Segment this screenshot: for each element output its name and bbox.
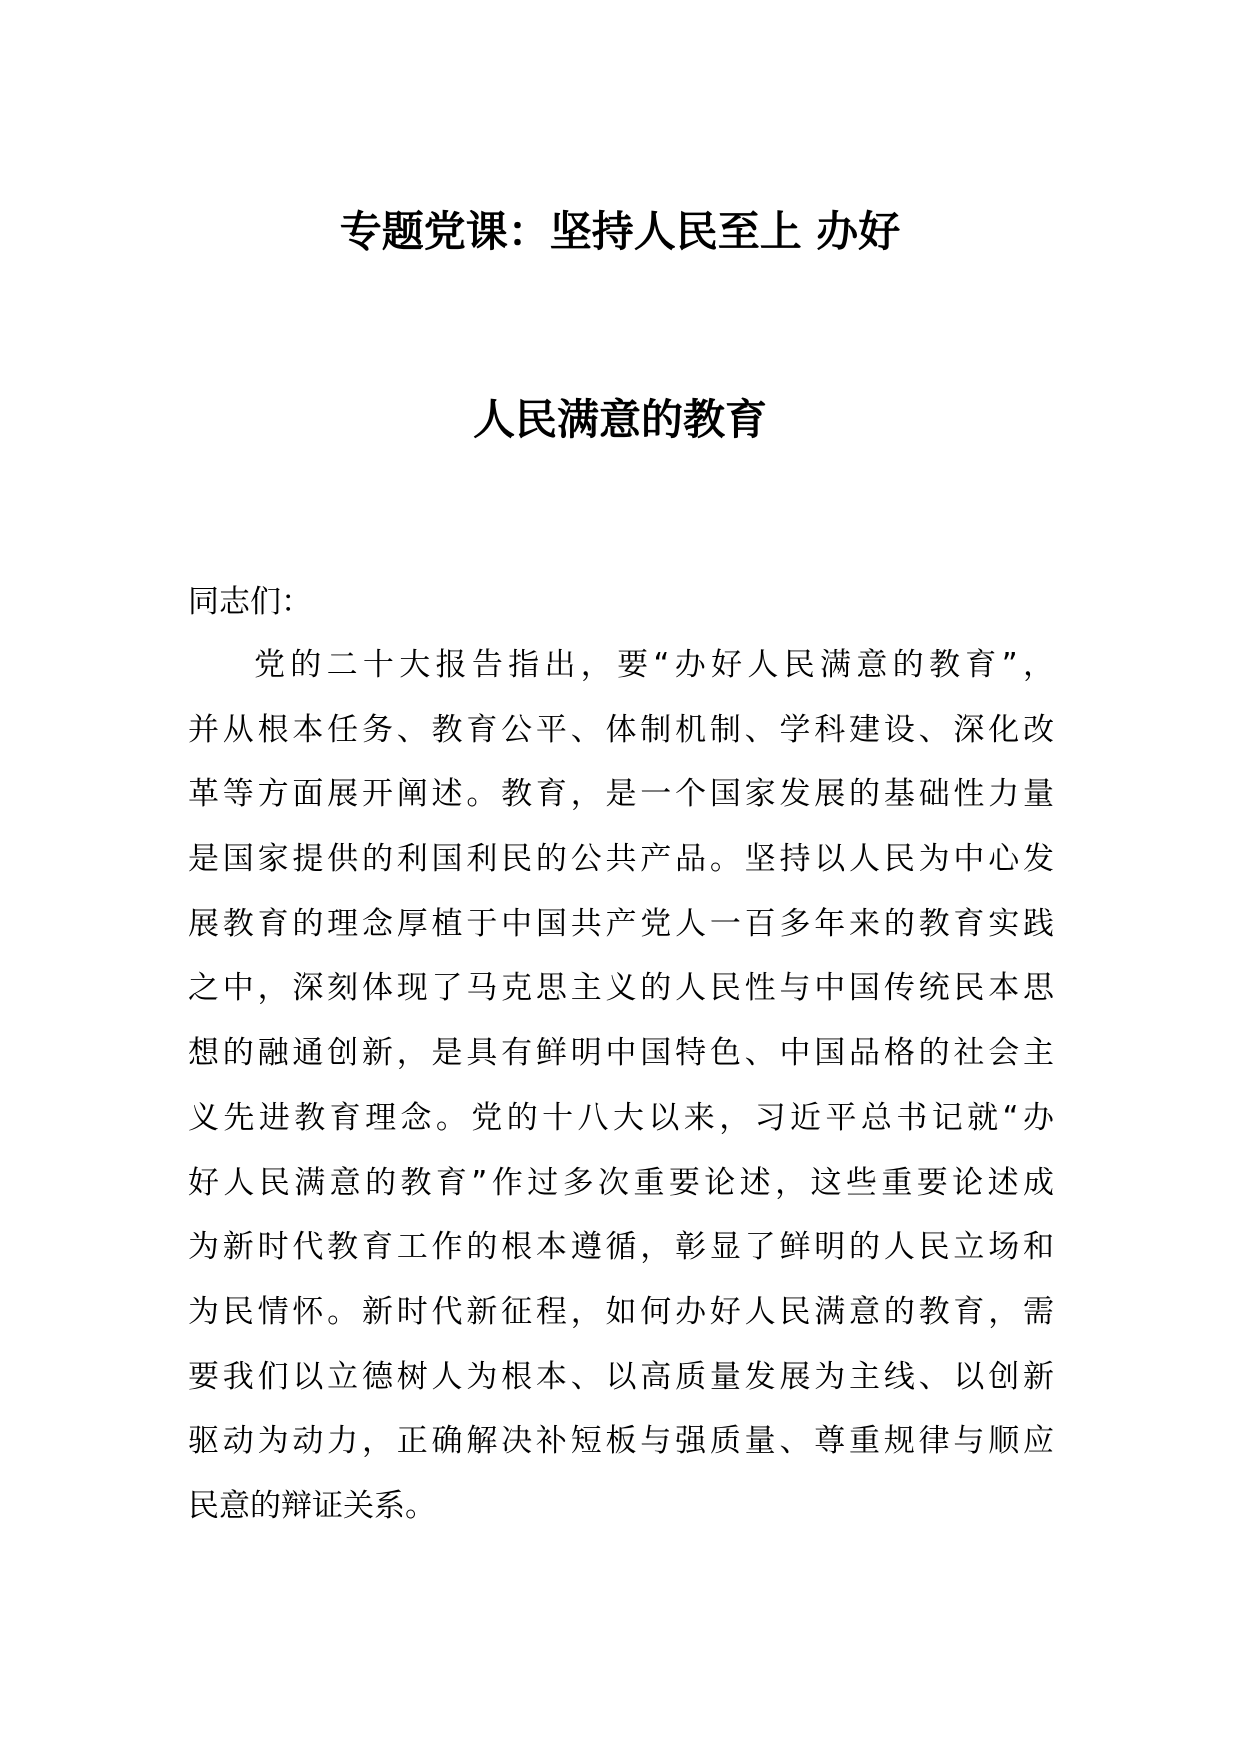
- body-line: 为新时代教育工作的根本遵循，彰显了鲜明的人民立场和: [188, 1229, 1054, 1266]
- body-line: 驱动为动力，正确解决补短板与强质量、尊重规律与顺应: [188, 1423, 1054, 1460]
- body-line: 党的二十大报告指出，要“办好人民满意的教育”，: [254, 647, 1054, 683]
- body-line: 革等方面展开阐述。教育，是一个国家发展的基础性力量: [188, 776, 1054, 813]
- body-line: 民意的辩证关系。: [188, 1487, 436, 1524]
- body-line: 之中，深刻体现了马克思主义的人民性与中国传统民本思: [188, 970, 1054, 1007]
- body-line: 要我们以立德树人为根本、以高质量发展为主线、以创新: [188, 1358, 1054, 1395]
- body-line: 展教育的理念厚植于中国共产党人一百多年来的教育实践: [188, 905, 1054, 942]
- body-paragraph: [188, 643, 1054, 1549]
- document-title-line-1: 专题党课：坚持人民至上 办好: [339, 207, 901, 256]
- body-line: 想的融通创新，是具有鲜明中国特色、中国品格的社会主: [188, 1035, 1054, 1072]
- body-line: 并从根本任务、教育公平、体制机制、学科建设、深化改: [188, 711, 1054, 748]
- body-line: 是国家提供的利国利民的公共产品。坚持以人民为中心发: [188, 841, 1054, 878]
- document-title-line-2: 人民满意的教育: [472, 395, 767, 444]
- body-line: 好人民满意的教育”作过多次重要论述，这些重要论述成: [188, 1164, 1054, 1201]
- body-line: 为民情怀。新时代新征程，如何办好人民满意的教育，需: [188, 1293, 1054, 1330]
- body-line: 义先进教育理念。党的十八大以来，习近平总书记就“办: [188, 1099, 1054, 1136]
- salutation: 同志们：: [188, 584, 312, 620]
